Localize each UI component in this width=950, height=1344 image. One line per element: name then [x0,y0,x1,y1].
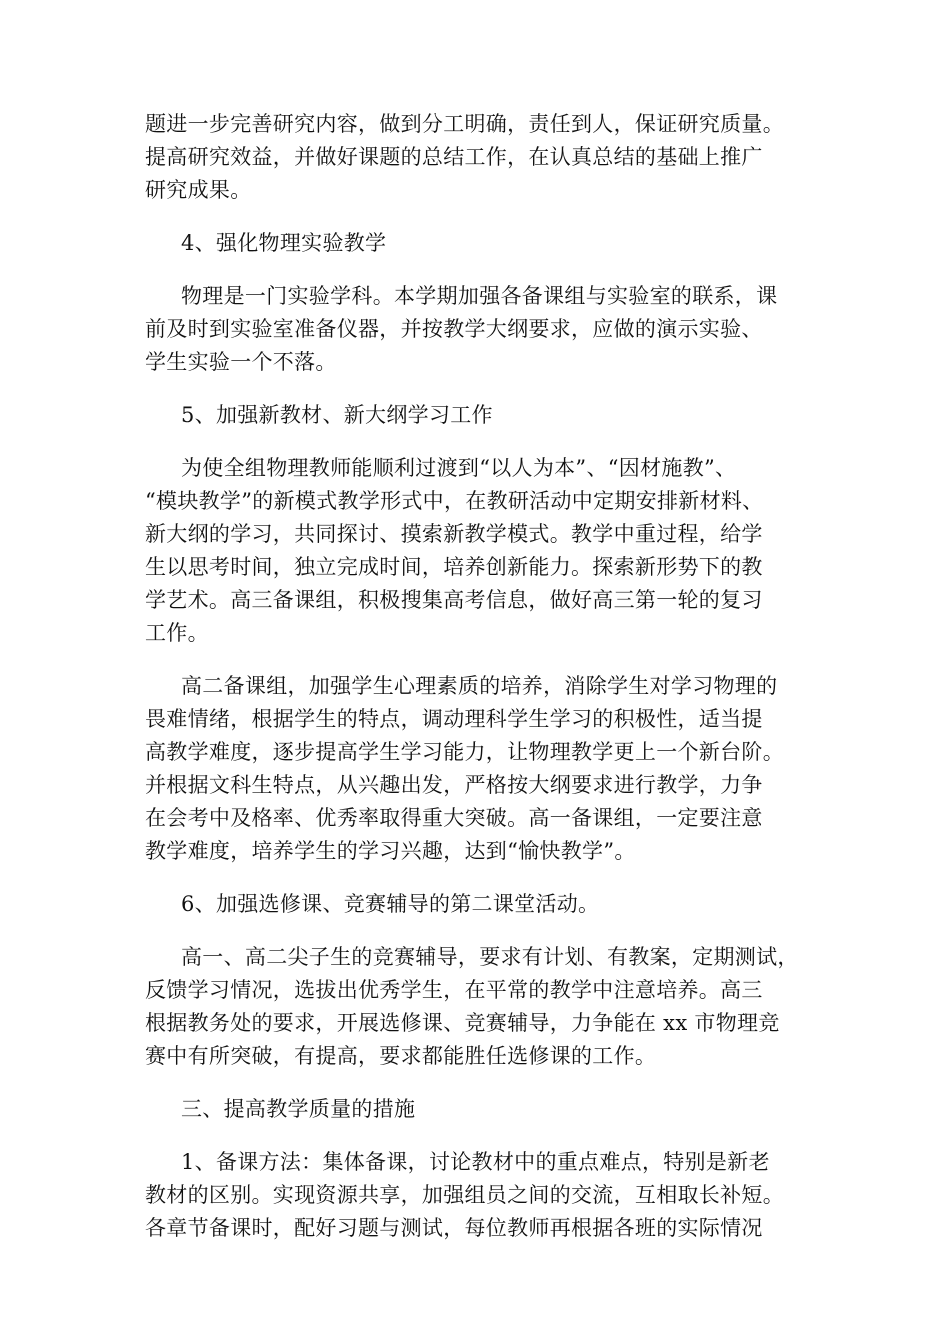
paragraph-competition [145,941,810,1073]
text-line: 为使全组物理教师能顺利过渡到“以人为本”、“因材施教”、 [181,456,737,480]
text-line: 题进一步完善研究内容，做到分工明确，责任到人，保证研究质量。 [145,112,784,136]
heading-text: 6、加强选修课、竞赛辅导的第二课堂活动。 [181,892,600,916]
heading-section-3 [145,1093,810,1126]
text-line: 教学难度，培养学生的学习兴趣，达到“愉快教学”。 [145,839,636,863]
paragraph-lesson-prep [145,1146,810,1245]
text-line: 高二备课组，加强学生心理素质的培养，消除学生对学习物理的 [181,674,778,698]
heading-item-5 [145,399,810,432]
text-line: 并根据文科生特点，从兴趣出发，严格按大纲要求进行教学，力争 [145,773,763,797]
text-line: 教材的区别。实现资源共享，加强组员之间的交流，互相取长补短。 [145,1183,784,1207]
text-line: 高一、高二尖子生的竞赛辅导，要求有计划、有教案，定期测试， [181,945,799,969]
text-line: 学艺术。高三备课组，积极搜集高考信息，做好高三第一轮的复习 [145,588,763,612]
paragraph-grade-two [145,670,810,868]
text-line: 畏难情绪，根据学生的特点，调动理科学生学习的积极性，适当提 [145,707,763,731]
text-line: 物理是一门实验学科。本学期加强各备课组与实验室的联系，课 [181,284,778,308]
text-line: 根据教务处的要求，开展选修课、竞赛辅导，力争能在 xx 市物理竞 [145,1011,780,1035]
text-line: 在会考中及格率、优秀率取得重大突破。高一备课组，一定要注意 [145,806,763,830]
paragraph-continuation [145,108,810,207]
heading-text: 三、提高教学质量的措施 [181,1097,416,1121]
document-body [145,108,810,1265]
text-line: “模块教学”的新模式教学形式中，在教研活动中定期安排新材料、 [145,489,764,513]
text-line: 生以思考时间，独立完成时间，培养创新能力。探索新形势下的教 [145,555,763,579]
heading-text: 4、强化物理实验教学 [181,231,387,255]
text-line: 新大纲的学习，共同探讨、摸索新教学模式。教学中重过程，给学 [145,522,763,546]
heading-item-6 [145,888,810,921]
text-line: 赛中有所突破，有提高，要求都能胜任选修课的工作。 [145,1044,657,1068]
text-line: 提高研究效益，并做好课题的总结工作，在认真总结的基础上推广 [145,145,763,169]
text-line: 研究成果。 [145,178,252,202]
text-line: 1、备课方法：集体备课，讨论教材中的重点难点，特别是新老 [181,1150,770,1174]
heading-item-4 [145,227,810,260]
heading-text: 5、加强新教材、新大纲学习工作 [181,403,493,427]
text-line: 工作。 [145,621,209,645]
text-line: 高教学难度，逐步提高学生学习能力，让物理教学更上一个新台阶。 [145,740,784,764]
text-line: 前及时到实验室准备仪器，并按教学大纲要求，应做的演示实验、 [145,317,763,341]
paragraph-lab-teaching [145,280,810,379]
text-line: 反馈学习情况，选拔出优秀学生，在平常的教学中注意培养。高三 [145,978,763,1002]
text-line: 各章节备课时，配好习题与测试，每位教师再根据各班的实际情况 [145,1216,763,1240]
paragraph-new-curriculum [145,452,810,650]
text-line: 学生实验一个不落。 [145,350,337,374]
